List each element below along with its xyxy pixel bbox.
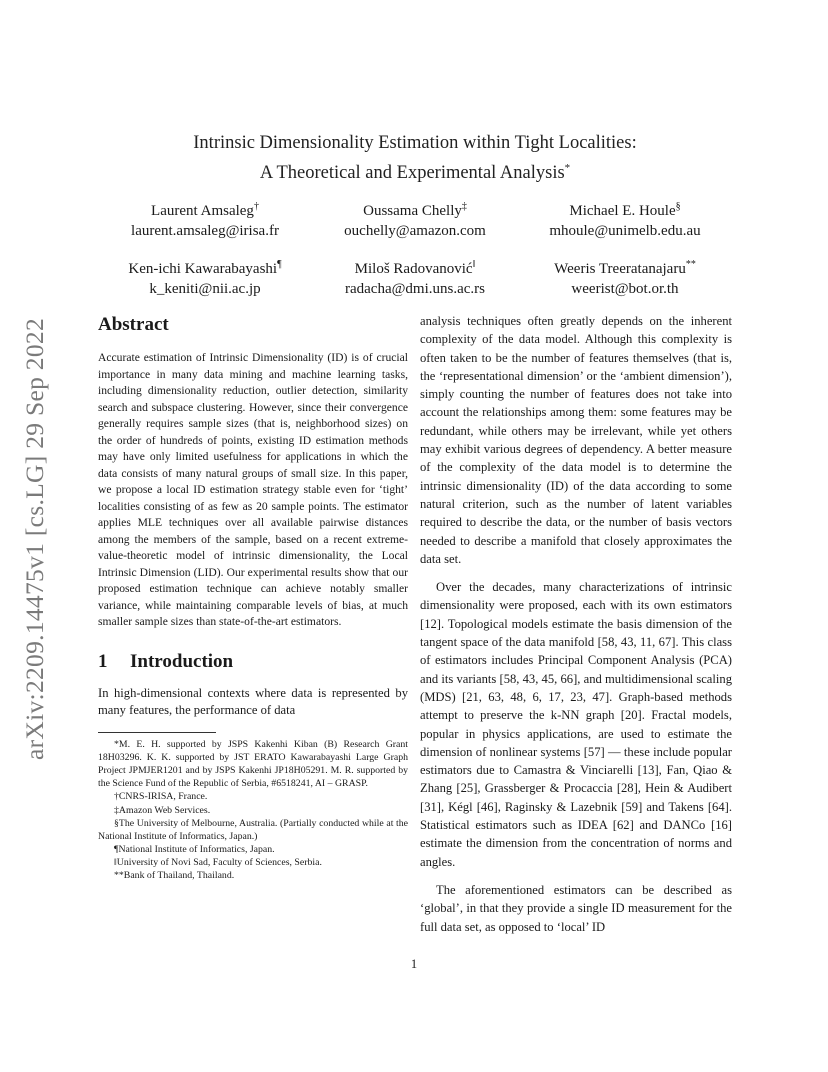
abstract-text: Accurate estimation of Intrinsic Dimensionality (ID) is of crucial importance in many data mining and machine learning tasks, including dimensionality reduction, outlier detection, similarity search and subspace clustering. However, since their convergence generally requires sample sizes (that is, neighborhood sizes) on the order of hundreds of points, existing ID estimation methods may have only limited usefulness for applications in which the data consists of many natural groups of small size. In this paper, we propose a local ID estimation strategy stable even for ‘tight’ localities consisting of as few as 20 sample points. The estimator applies MLE techniques over all available pairwise distances among the members of the sample, based on a recent extreme-value-theoretic model of intrinsic dimensionality, the Local Intrinsic Dimension (LID). Our experimental results show that our proposed estimation technique can achieve notably smaller variance, while maintaining comparable levels of bias, at much smaller sample sizes than state-of-the-art estimators.	[98, 351, 408, 628]
author-email: radacha@dmi.uns.ac.rs	[344, 281, 485, 297]
footnote-affiliation: ¶National Institute of Informatics, Japan.	[114, 843, 275, 855]
title-line-2-text: A Theoretical and Experimental Analysis	[259, 163, 565, 184]
author-block	[100, 197, 730, 313]
paper-title	[120, 131, 710, 186]
right-column	[420, 312, 732, 946]
author	[520, 255, 730, 299]
author-name: Miloš Radovanović	[354, 261, 473, 277]
intro-paragraph-continued: analysis techniques often greatly depends on the inherent complexity of the data model. Although this complexity is often taken to be the number of features themselves (that is, the ‘representational dimension’ or the ‘ambient dimension’), simply counting the number of features does not take into account the relationships among them: some features may be redundant, while others may be irrelevant, while yet others may exhibit various degrees of dependency. A better measure of the complexity of the data model is to determine the intrinsic dimensionality (ID) of the data according to some natural criterion, such as the number of latent variables required to describe the data, or the number of basis vectors needed to describe a manifold that closely approximates the data set.	[420, 314, 732, 566]
author-name-line	[310, 255, 520, 279]
author-mark: †	[253, 201, 259, 212]
author-name-line	[100, 197, 310, 221]
section-title: Introduction	[130, 650, 234, 672]
author-mark: ¶	[277, 259, 282, 270]
author-row-1	[100, 197, 730, 241]
author	[100, 197, 310, 241]
author-email: laurent.amsaleg@irisa.fr	[131, 223, 279, 239]
footnote-rule	[98, 732, 216, 733]
intro-paragraph-3: The aforementioned estimators can be described as ‘global’, in that they provide a single ID measurement for the full data set, as opposed to ‘local’ ID	[420, 882, 732, 934]
footnote-affiliation: ‖University of Novi Sad, Faculty of Sciences, Serbia.	[114, 856, 322, 868]
intro-paragraph-start: In high-dimensional contexts where data is represented by many features, the performance of data	[98, 685, 408, 718]
author-name-line	[520, 197, 730, 221]
title-line-1: Intrinsic Dimensionality Estimation within Tight Localities:	[193, 133, 637, 153]
author-name: Laurent Amsaleg	[151, 203, 254, 219]
author-name: Weeris Treeratanajaru	[554, 261, 686, 277]
title-line-2	[120, 156, 710, 186]
author-mark: ‡	[461, 201, 467, 212]
author-email: k_keniti@nii.ac.jp	[149, 281, 261, 297]
left-column	[98, 312, 408, 882]
footnote-affiliation: **Bank of Thailand, Thailand.	[114, 870, 235, 882]
arxiv-identifier: arXiv:2209.14475v1 [cs.LG] 29 Sep 2022	[20, 317, 49, 760]
page-number: 1	[410, 957, 418, 971]
author-name: Michael E. Houle	[569, 203, 676, 219]
author	[310, 197, 520, 241]
section-heading-introduction	[98, 649, 408, 675]
author-name-line	[310, 197, 520, 221]
author	[520, 197, 730, 241]
author-name-line	[100, 255, 310, 279]
footnote-affiliation: §The University of Melbourne, Australia. (Partially conducted while at the National Institute of Informatics, Japan.)	[98, 817, 408, 842]
author-mark: ‖	[472, 259, 476, 270]
author-name: Oussama Chelly	[363, 203, 462, 219]
author	[310, 255, 520, 299]
author-row-2	[100, 255, 730, 299]
author-mark: §	[675, 201, 681, 212]
title-footnote-mark: *	[564, 162, 571, 174]
author-name: Ken-ichi Kawarabayashi	[128, 261, 278, 277]
author-mark: **	[685, 259, 696, 270]
footnote-affiliation: †CNRS-IRISA, France.	[114, 791, 208, 803]
author-email: weerist@bot.or.th	[571, 281, 679, 297]
section-number: 1	[98, 650, 108, 672]
author-name-line	[520, 255, 730, 279]
footnote-funding: *M. E. H. supported by JSPS Kakenhi Kiban (B) Research Grant 18H03296. K. K. supported by JST ERATO Kawarabayashi Large Graph Project JPMJER1201 and by JSPS Kakenhi JP18H05291. M. R. supported by the Science Fund of the Republic of Serbia, #6518241, AI – GRASP.	[98, 739, 408, 790]
author-email: ouchelly@amazon.com	[344, 223, 486, 239]
author	[100, 255, 310, 299]
intro-paragraph-2: Over the decades, many characterizations of intrinsic dimensionality were proposed, each with its own estimators [12]. Topological models estimate the basis dimension of the tangent space of the data manifold [58, 43, 11, 67]. This class of estimators includes Principal Component Analysis (PCA) and its variants [58, 43, 45, 66], and multidimensional scaling (MDS) [21, 63, 48, 6, 17, 23, 47]. Graph-based methods attempt to preserve the k-NN graph [20]. Fractal models, popular in physics applications, are used to estimate the dimension of nonlinear systems [57] — these include popular estimators due to Camastra & Vinciarelli [13], Fan, Qiao & Zhang [25], Grassberger & Procaccia [28], Hein & Audibert [31], Kégl [46], Raginsky & Lazebnik [59] and Takens [64]. Statistical estimators such as IDEA [62] and DANCo [16] estimate the dimension from the concentration of norms and angles.	[420, 580, 732, 869]
abstract-heading: Abstract	[98, 314, 169, 335]
author-email: mhoule@unimelb.edu.au	[549, 223, 701, 239]
footnote-affiliation: ‡Amazon Web Services.	[114, 804, 211, 816]
